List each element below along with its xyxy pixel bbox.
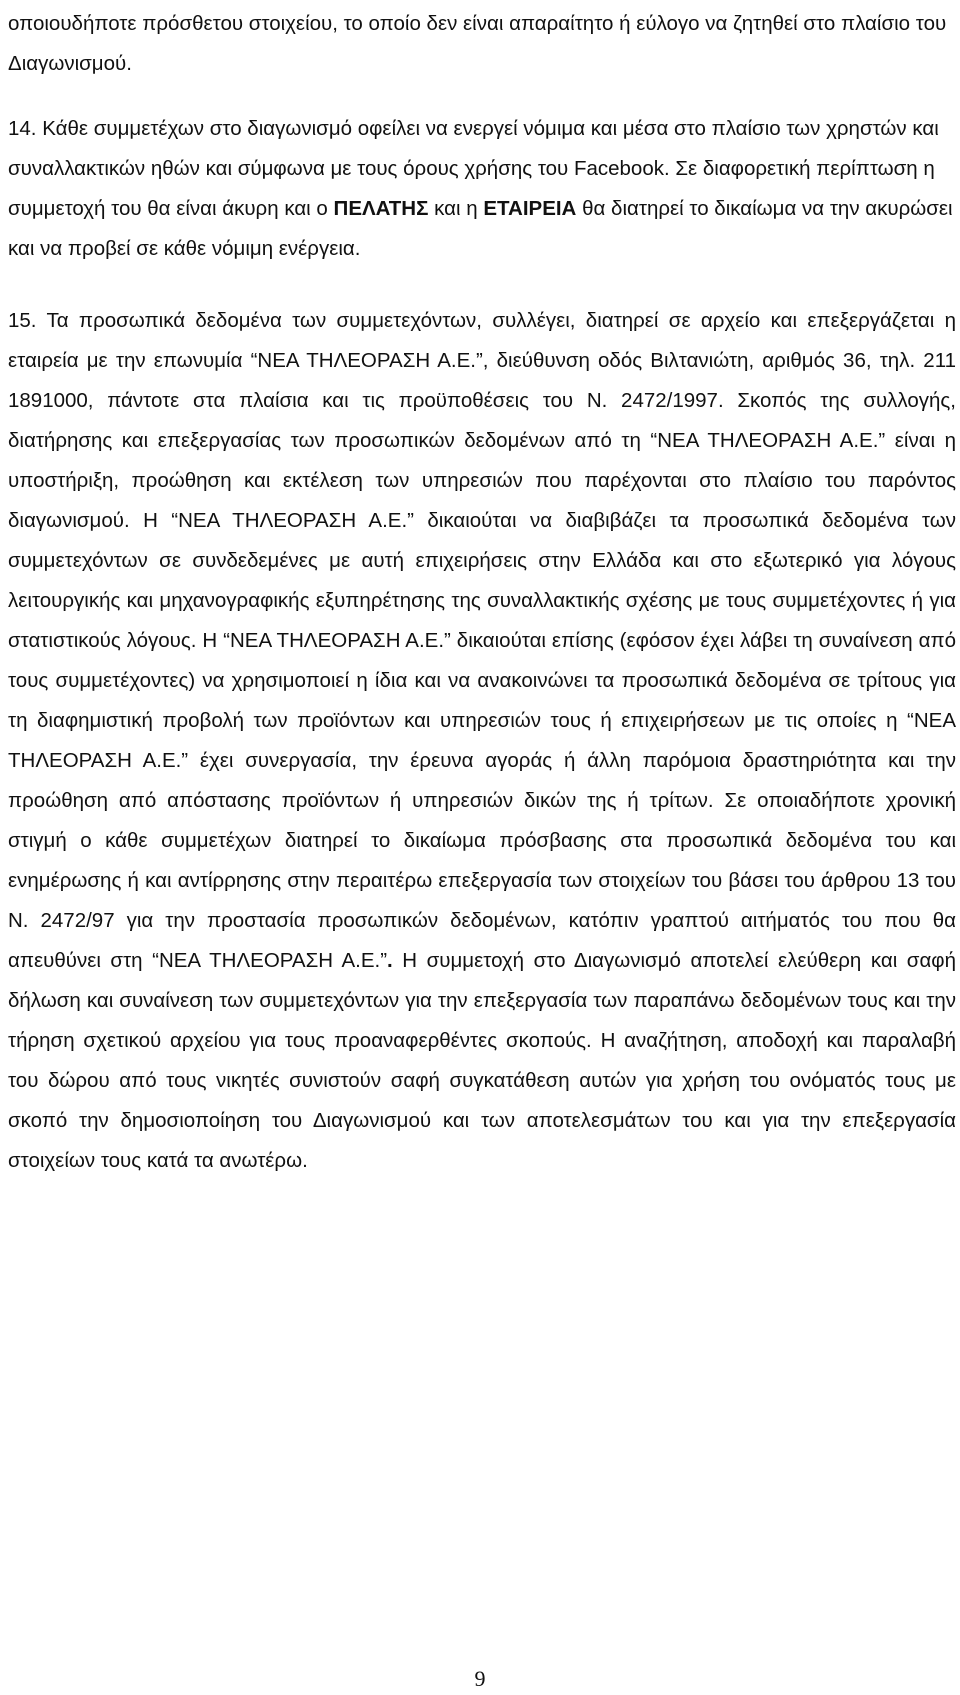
clause-14-connector: και η — [434, 197, 478, 220]
client-term: ΠΕΛΑΤΗΣ — [333, 197, 429, 220]
clause-15-paragraph — [8, 301, 956, 1181]
document-page — [8, 4, 956, 1181]
clause-14-text: Κάθε συμμετέχων στο διαγωνισμό οφείλει να ενεργεί νόμιμα και μέσα στο πλαίσιο των χρηστών και συναλλακτικών ηθών και σύμφωνα με τους όρους χρήσης του Facebook. Σε διαφορετική περίπτωση η συμμετοχή του θα είναι άκυρη και ο — [8, 117, 939, 220]
company-term: ΕΤΑΙΡΕΙΑ — [483, 197, 577, 220]
clause-14-number: 14. — [8, 117, 37, 140]
clause-15-text: Τα προσωπικά δεδομένα των συμμετεχόντων, συλλέγει, διατηρεί σε αρχείο και επεξεργάζεται η εταιρεία με την επωνυμία “ΝΕΑ ΤΗΛΕΟΡΑΣΗ Α.Ε.”, διεύθυνση οδός Βιλτανιώτη, αριθμός 36, τηλ. 211 1891000, πάντοτε στα πλαίσια και τις προϋποθέσεις του Ν. 2472/1997. Σκοπός της συλλογής, διατήρησης και επεξεργασίας των προσωπικών δεδομένων από τη “ΝΕΑ ΤΗΛΕΟΡΑΣΗ Α.Ε.” είναι η υποστήριξη, προώθηση και εκτέλεση των υπηρεσιών που παρέχονται στο πλαίσιο του παρόντος διαγωνισμού. Η “ΝΕΑ ΤΗΛΕΟΡΑΣΗ Α.Ε.” δικαιούται να διαβιβάζει τα προσωπικά δεδομένα των συμμετεχόντων σε συνδεδεμένες με αυτή επιχειρήσεις στην Ελλάδα και στο εξωτερικό για λόγους λειτουργικής και μηχανογραφικής εξυπηρέτησης της συναλλακτικής σχέσης με τους συμμετέχοντες ή για στατιστικούς λόγους. Η “ΝΕΑ ΤΗΛΕΟΡΑΣΗ Α.Ε.” δικαιούται επίσης (εφόσον έχει λάβει τη συναίνεση από τους συμμετέχοντες) να χρησιμοποιεί η ίδια και να ανακοινώνει τα προσωπικά δεδομένα σε τρίτους για τη διαφημιστική προβολή των προϊόντων και υπηρεσιών τους ή επιχειρήσεων με τις οποίες η “ΝΕΑ ΤΗΛΕΟΡΑΣΗ Α.Ε.” έχει συνεργασία, την έρευνα αγοράς ή άλλη παρόμοια δραστηριότητα και την προώθηση από απόστασης προϊόντων ή υπηρεσιών δικών της ή τρίτων. Σε οποιαδήποτε χρονική στιγμή ο κάθε συμμετέχων διατηρεί το δικαίωμα πρόσβασης στα προσωπικά δεδομένα του και ενημέρωσης ή και αντίρρησης στην περαιτέρω επεξεργασία των στοιχείων του βάσει του άρθρου 13 του Ν. 2472/97 για την προστασία προσωπικών δεδομένων, κατόπιν γραπτού αιτήματός του που θα απευθύνει στη “ΝΕΑ ΤΗΛΕΟΡΑΣΗ Α.Ε.” — [8, 309, 957, 972]
clause-15-period: . — [387, 949, 393, 972]
clause-15-text-end: Η συμμετοχή στο Διαγωνισμό αποτελεί ελεύθερη και σαφή δήλωση και συναίνεση των συμμετεχόντων για την επεξεργασία των παραπάνω δεδομένων τους και την τήρηση σχετικού αρχείου για τους προαναφερθέντες σκοπούς. Η αναζήτηση, αποδοχή και παραλαβή του δώρου από τους νικητές συνιστούν σαφή συγκατάθεση αυτών για χρήση του ονόματός τους με σκοπό την δημοσιοποίηση του Διαγωνισμού και των αποτελεσμάτων του και για την επεξεργασία στοιχείων τους κατά τα ανωτέρω. — [8, 949, 956, 1172]
intro-paragraph: οποιουδήποτε πρόσθετου στοιχείου, το οποίο δεν είναι απαραίτητο ή εύλογο να ζητηθεί στο πλαίσιο του Διαγωνισμού. — [8, 12, 947, 75]
clause-14-text-end: θα διατηρεί το δικαίωμα να την ακυρώσει και να προβεί σε κάθε νόμιμη ενέργεια. — [8, 197, 953, 260]
page-number: 9 — [474, 1666, 486, 1691]
clause-14-paragraph — [8, 109, 956, 269]
clause-15-number: 15. — [8, 309, 37, 332]
